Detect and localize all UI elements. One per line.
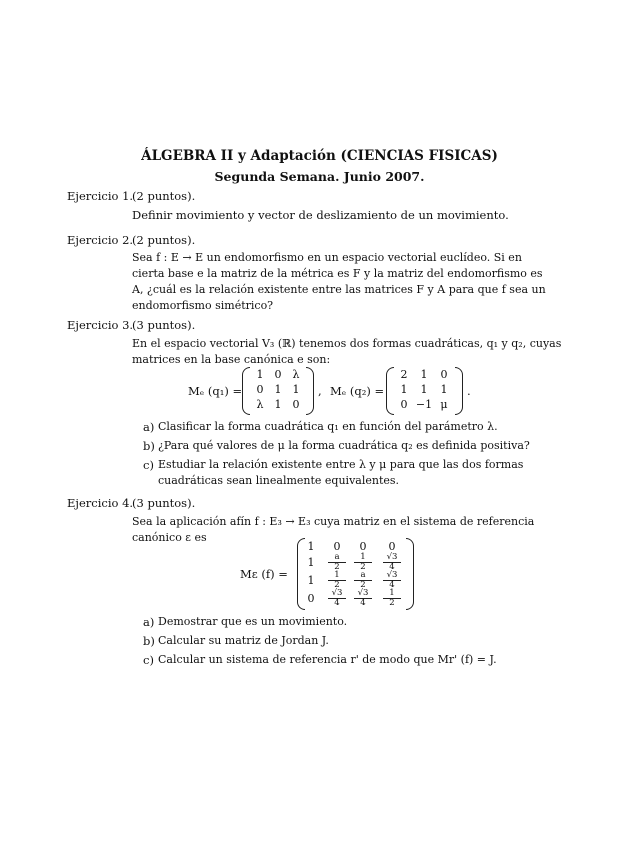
matrix-cell: 1 bbox=[307, 540, 315, 553]
fraction-denominator: 2 bbox=[360, 562, 366, 572]
matrix-cell: 0 bbox=[292, 398, 300, 411]
matrix-bracket-left bbox=[386, 367, 394, 415]
exercise-points: (3 puntos). bbox=[132, 496, 196, 510]
fraction-numerator: 1 bbox=[383, 589, 401, 599]
fraction-numerator: √3 bbox=[328, 589, 346, 599]
matrix-cell: 1 bbox=[420, 383, 428, 396]
fraction-denominator: 2 bbox=[360, 580, 366, 590]
exercise-text-line: Sea f : E → E un endomorfismo en un espacio vectorial euclídeo. Si en bbox=[132, 251, 522, 264]
exercise-points: (3 puntos). bbox=[132, 318, 196, 332]
page-subtitle: Segunda Semana. Junio 2007. bbox=[214, 169, 425, 184]
exercise-label: Ejercicio 2. bbox=[67, 233, 134, 247]
item-mark: a) bbox=[143, 615, 155, 629]
matrix-name: Mₑ (q₁) = bbox=[188, 384, 243, 398]
matrix-bracket-right bbox=[406, 538, 414, 610]
fraction-denominator: 2 bbox=[389, 598, 395, 608]
matrix-cell: 2 bbox=[400, 368, 408, 381]
matrix-cell: 0 bbox=[388, 540, 396, 553]
item-text: Calcular un sistema de referencia r' de modo que Mr' (f) = J. bbox=[158, 653, 497, 666]
item-mark: b) bbox=[143, 439, 155, 453]
matrix-separator: , bbox=[318, 384, 322, 398]
matrix-cell: 0 bbox=[256, 383, 264, 396]
fraction-numerator: 1 bbox=[354, 553, 372, 563]
fraction-denominator: 4 bbox=[389, 562, 395, 572]
fraction-numerator: √3 bbox=[383, 553, 401, 563]
exercise-label: Ejercicio 3. bbox=[67, 318, 134, 332]
exercise-text-line: cierta base e la matriz de la métrica es F y la matriz del endomorfismo es bbox=[132, 267, 543, 280]
matrix-cell: λ bbox=[292, 368, 300, 381]
item-text: Calcular su matriz de Jordan J. bbox=[158, 634, 329, 647]
exercise-label: Ejercicio 1. bbox=[67, 189, 134, 203]
item-mark: c) bbox=[143, 458, 154, 472]
fraction-numerator: a bbox=[328, 553, 346, 563]
matrix-cell: 0 bbox=[440, 368, 448, 381]
item-mark: b) bbox=[143, 634, 155, 648]
page-title: ÁLGEBRA II y Adaptación (CIENCIAS FISICAS) bbox=[141, 148, 498, 164]
fraction-denominator: 4 bbox=[389, 580, 395, 590]
exercise-text-line: canónico ε es bbox=[132, 531, 207, 544]
item-mark: c) bbox=[143, 653, 154, 667]
item-text: Demostrar que es un movimiento. bbox=[158, 615, 348, 628]
matrix-fraction bbox=[328, 589, 346, 608]
exercise-text-line: A, ¿cuál es la relación existente entre las matrices F y A para que f sea un bbox=[132, 283, 546, 296]
item-text: ¿Para qué valores de μ la forma cuadrática q₂ es definida positiva? bbox=[158, 439, 530, 452]
matrix-cell: 1 bbox=[400, 383, 408, 396]
exercise-points: (2 puntos). bbox=[132, 189, 196, 203]
fraction-numerator: a bbox=[354, 571, 372, 581]
matrix-cell: 1 bbox=[292, 383, 300, 396]
exercise-text-line: En el espacio vectorial V₃ (ℝ) tenemos dos formas cuadráticas, q₁ y q₂, cuyas bbox=[132, 337, 562, 350]
exercise-label: Ejercicio 4. bbox=[67, 496, 134, 510]
exercise-text-line: Sea la aplicación afín f : E₃ → E₃ cuya matriz en el sistema de referencia bbox=[132, 515, 535, 528]
exercise-text-line: endomorfismo simétrico? bbox=[132, 299, 274, 312]
exercise-text-line: Definir movimiento y vector de deslizamiento de un movimiento. bbox=[132, 208, 509, 222]
matrix-bracket-left bbox=[242, 367, 250, 415]
matrix-fraction bbox=[354, 589, 372, 608]
fraction-denominator: 2 bbox=[334, 580, 340, 590]
matrix-cell: 0 bbox=[274, 368, 282, 381]
fraction-numerator: √3 bbox=[383, 571, 401, 581]
matrix-cell: 1 bbox=[420, 368, 428, 381]
item-text: cuadráticas sean linealmente equivalentes. bbox=[158, 474, 400, 487]
matrix-cell: 0 bbox=[400, 398, 408, 411]
matrix-cell: λ bbox=[256, 398, 264, 411]
item-text: Estudiar la relación existente entre λ y μ para que las dos formas bbox=[158, 458, 524, 471]
matrix-cell: 1 bbox=[307, 574, 315, 587]
matrix-bracket-right bbox=[306, 367, 314, 415]
matrix-fraction bbox=[383, 589, 401, 608]
matrix-cell: 1 bbox=[440, 383, 448, 396]
matrix-period: . bbox=[467, 384, 471, 398]
matrix-bracket-right bbox=[455, 367, 463, 415]
matrix-cell: 0 bbox=[333, 540, 341, 553]
item-text: Clasificar la forma cuadrática q₁ en función del parámetro λ. bbox=[158, 420, 498, 433]
matrix-cell: μ bbox=[440, 398, 448, 411]
fraction-numerator: 1 bbox=[328, 571, 346, 581]
fraction-denominator: 4 bbox=[334, 598, 340, 608]
matrix-cell: 1 bbox=[307, 556, 315, 569]
matrix-cell: 1 bbox=[274, 398, 282, 411]
matrix-cell: 0 bbox=[307, 592, 315, 605]
exercise-text-line: matrices en la base canónica e son: bbox=[132, 353, 331, 366]
fraction-denominator: 2 bbox=[334, 562, 340, 572]
matrix-name: Mₑ (q₂) = bbox=[330, 384, 385, 398]
exercise-points: (2 puntos). bbox=[132, 233, 196, 247]
matrix-name: Mε (f) = bbox=[240, 567, 288, 581]
fraction-denominator: 4 bbox=[360, 598, 366, 608]
matrix-cell: 1 bbox=[256, 368, 264, 381]
fraction-numerator: √3 bbox=[354, 589, 372, 599]
matrix-cell: 0 bbox=[359, 540, 367, 553]
item-mark: a) bbox=[143, 420, 155, 434]
matrix-cell: −1 bbox=[415, 398, 433, 411]
matrix-cell: 1 bbox=[274, 383, 282, 396]
